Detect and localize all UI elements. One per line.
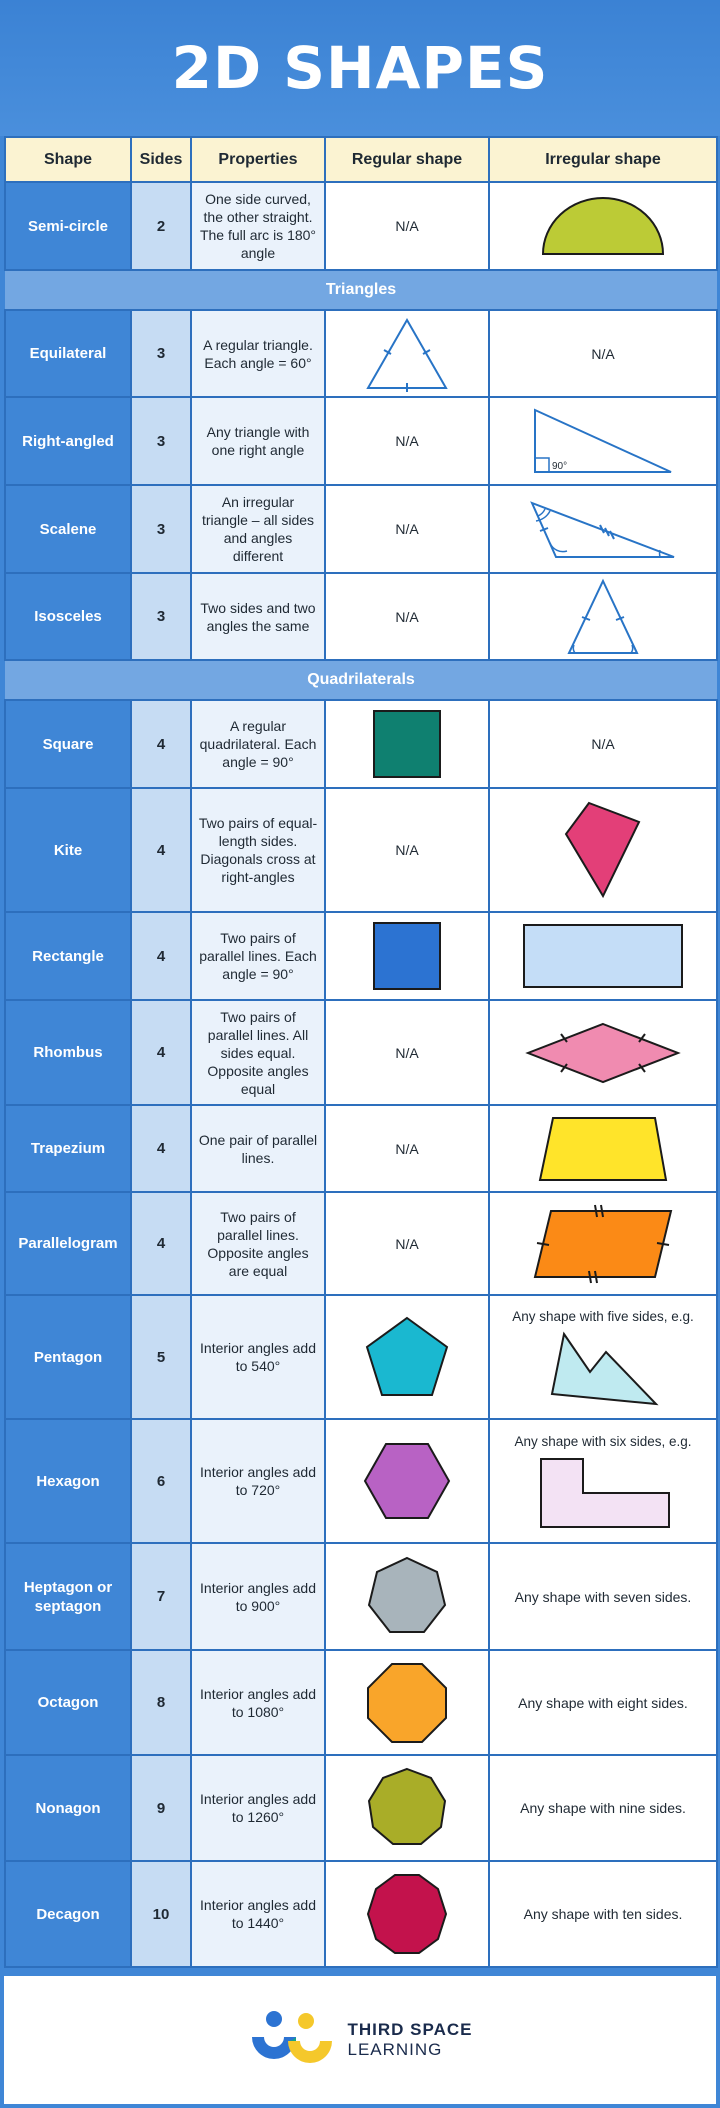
- shape-properties: Two sides and two angles the same: [191, 573, 325, 660]
- table-row: [5, 788, 717, 912]
- irregular-cell: Any shape with nine sides.: [489, 1755, 717, 1861]
- shape-properties: Interior angles add to 1260°: [191, 1755, 325, 1861]
- header-shape: Shape: [5, 137, 131, 182]
- regular-cell: [325, 1419, 489, 1543]
- shape-name: Kite: [5, 788, 131, 912]
- footer: [4, 1976, 716, 2104]
- header-properties: Properties: [191, 137, 325, 182]
- table-row: [5, 1192, 717, 1295]
- table-row: [5, 310, 717, 397]
- header-regular-shape: Regular shape: [325, 137, 489, 182]
- regular-cell: N/A: [325, 397, 489, 485]
- shape-properties: Two pairs of equal-length sides. Diagonals cross at right-angles: [191, 788, 325, 912]
- side-count: 9: [131, 1755, 191, 1861]
- regular-cell: N/A: [325, 788, 489, 912]
- section-title: Triangles: [5, 270, 717, 310]
- regular-cell: N/A: [325, 485, 489, 573]
- shape-name: Rhombus: [5, 1000, 131, 1105]
- rhombus-shape: [525, 1021, 681, 1085]
- heptagon-shape: [365, 1555, 449, 1639]
- table-row: [5, 1295, 717, 1419]
- table-row: [5, 573, 717, 660]
- irregular-cell: [489, 1295, 717, 1419]
- irregular-cell: [489, 1000, 717, 1105]
- side-count: 4: [131, 1192, 191, 1295]
- regular-cell: [325, 1650, 489, 1755]
- section-title: Quadrilaterals: [5, 660, 717, 700]
- side-count: 2: [131, 182, 191, 270]
- side-count: 7: [131, 1543, 191, 1650]
- scalene-triangle-shape: [528, 497, 678, 561]
- shape-properties: Interior angles add to 900°: [191, 1543, 325, 1650]
- shape-properties: Two pairs of parallel lines. All sides equal. Opposite angles equal: [191, 1000, 325, 1105]
- square-shape: [372, 709, 442, 779]
- rectangle-regular-shape: [372, 921, 442, 991]
- table-row: [5, 1000, 717, 1105]
- irregular-cell: N/A: [489, 700, 717, 788]
- side-count: 4: [131, 1000, 191, 1105]
- shape-name: Decagon: [5, 1861, 131, 1967]
- shape-properties: Interior angles add to 1080°: [191, 1650, 325, 1755]
- shape-properties: Two pairs of parallel lines. Opposite angles are equal: [191, 1192, 325, 1295]
- irregular-note: Any shape with six sides, e.g.: [514, 1434, 692, 1449]
- shapes-table: [4, 136, 718, 1968]
- shape-properties: A regular triangle. Each angle = 60°: [191, 310, 325, 397]
- header-sides: Sides: [131, 137, 191, 182]
- parallelogram-shape: [531, 1203, 675, 1285]
- side-count: 3: [131, 310, 191, 397]
- brand-line-2: LEARNING: [347, 2040, 443, 2059]
- right-angled-triangle-shape: [531, 406, 675, 476]
- side-count: 3: [131, 573, 191, 660]
- irregular-cell: [489, 397, 717, 485]
- right-angle-label: 90°: [552, 461, 568, 472]
- section-row-quadrilaterals: [5, 660, 717, 700]
- pentagon-shape: [364, 1315, 450, 1399]
- shape-name: Equilateral: [5, 310, 131, 397]
- regular-cell: [325, 310, 489, 397]
- table-row: [5, 1419, 717, 1543]
- shape-name: Hexagon: [5, 1419, 131, 1543]
- header-irregular-shape: Irregular shape: [489, 137, 717, 182]
- shape-properties: Interior angles add to 720°: [191, 1419, 325, 1543]
- semicircle-shape: [541, 196, 665, 256]
- brand-text: [348, 2020, 473, 2060]
- section-row-triangles: [5, 270, 717, 310]
- shape-properties: A regular quadrilateral. Each angle = 90°: [191, 700, 325, 788]
- side-count: 4: [131, 788, 191, 912]
- shape-properties: One pair of parallel lines.: [191, 1105, 325, 1192]
- shape-properties: Interior angles add to 540°: [191, 1295, 325, 1419]
- page-title: 2D SHAPES: [171, 34, 549, 102]
- regular-cell: [325, 1295, 489, 1419]
- shape-name: Rectangle: [5, 912, 131, 1000]
- side-count: 4: [131, 700, 191, 788]
- table-header-row: [5, 137, 717, 182]
- regular-cell: N/A: [325, 1105, 489, 1192]
- shape-properties: Interior angles add to 1440°: [191, 1861, 325, 1967]
- irregular-cell: [489, 573, 717, 660]
- table-row: [5, 1755, 717, 1861]
- shape-properties: Any triangle with one right angle: [191, 397, 325, 485]
- table-row: [5, 700, 717, 788]
- irregular-cell: [489, 182, 717, 270]
- irregular-cell: [489, 485, 717, 573]
- irregular-pentagon-shape: [546, 1330, 660, 1408]
- shape-name: Heptagon or septagon: [5, 1543, 131, 1650]
- side-count: 3: [131, 485, 191, 573]
- side-count: 10: [131, 1861, 191, 1967]
- kite-shape: [563, 800, 643, 900]
- regular-cell: [325, 700, 489, 788]
- irregular-cell: Any shape with eight sides.: [489, 1650, 717, 1755]
- regular-cell: [325, 1755, 489, 1861]
- shape-name: Octagon: [5, 1650, 131, 1755]
- table-row: [5, 1650, 717, 1755]
- table-row: [5, 182, 717, 270]
- isosceles-triangle-shape: [565, 577, 641, 657]
- shape-properties: Two pairs of parallel lines. Each angle = 90°: [191, 912, 325, 1000]
- brand-line-1: THIRD SPACE: [347, 2020, 473, 2039]
- shape-properties: An irregular triangle – all sides and angles different: [191, 485, 325, 573]
- equilateral-triangle-shape: [364, 316, 450, 392]
- irregular-hexagon-shape: [533, 1455, 673, 1531]
- decagon-shape: [365, 1872, 449, 1956]
- side-count: 5: [131, 1295, 191, 1419]
- irregular-cell: [489, 1419, 717, 1543]
- side-count: 3: [131, 397, 191, 485]
- regular-cell: N/A: [325, 573, 489, 660]
- irregular-cell: [489, 912, 717, 1000]
- table-row: [5, 1543, 717, 1650]
- table-row: [5, 485, 717, 573]
- irregular-cell: Any shape with seven sides.: [489, 1543, 717, 1650]
- irregular-note: Any shape with five sides, e.g.: [512, 1309, 694, 1324]
- shape-name: Scalene: [5, 485, 131, 573]
- irregular-cell: Any shape with ten sides.: [489, 1861, 717, 1967]
- table-row: [5, 1105, 717, 1192]
- shape-name: Pentagon: [5, 1295, 131, 1419]
- trapezium-shape: [537, 1115, 669, 1183]
- irregular-cell: [489, 1105, 717, 1192]
- irregular-cell: [489, 788, 717, 912]
- shape-properties: One side curved, the other straight. The full arc is 180° angle: [191, 182, 325, 270]
- side-count: 4: [131, 912, 191, 1000]
- rectangle-irregular-shape: [522, 923, 684, 989]
- brand-logo: [248, 2009, 473, 2071]
- third-space-learning-logo-icon: [248, 2009, 336, 2071]
- side-count: 6: [131, 1419, 191, 1543]
- hexagon-shape: [362, 1441, 452, 1521]
- side-count: 8: [131, 1650, 191, 1755]
- irregular-cell: [489, 1192, 717, 1295]
- table-row: [5, 397, 717, 485]
- shape-name: Semi-circle: [5, 182, 131, 270]
- regular-cell: [325, 1543, 489, 1650]
- regular-cell: N/A: [325, 182, 489, 270]
- shape-name: Nonagon: [5, 1755, 131, 1861]
- regular-cell: N/A: [325, 1000, 489, 1105]
- octagon-shape: [365, 1661, 449, 1745]
- regular-cell: [325, 912, 489, 1000]
- nonagon-shape: [365, 1766, 449, 1850]
- shape-name: Parallelogram: [5, 1192, 131, 1295]
- side-count: 4: [131, 1105, 191, 1192]
- regular-cell: N/A: [325, 1192, 489, 1295]
- table-row: [5, 1861, 717, 1967]
- title-banner: [0, 0, 720, 136]
- irregular-cell: N/A: [489, 310, 717, 397]
- table-row: [5, 912, 717, 1000]
- shape-name: Isosceles: [5, 573, 131, 660]
- shape-name: Right-angled: [5, 397, 131, 485]
- shape-name: Trapezium: [5, 1105, 131, 1192]
- shape-name: Square: [5, 700, 131, 788]
- regular-cell: [325, 1861, 489, 1967]
